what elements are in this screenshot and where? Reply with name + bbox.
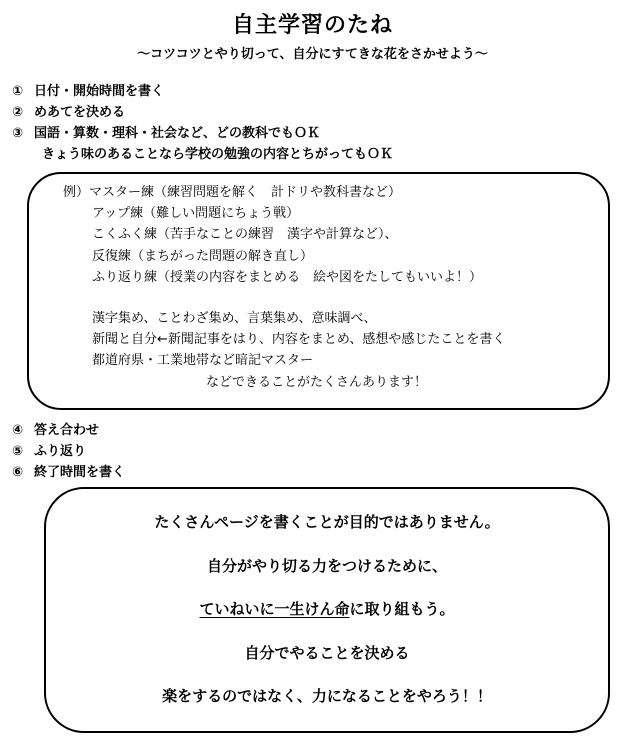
step-number: ⑤ [12, 444, 24, 459]
step-text: ふり返り [34, 444, 87, 459]
example-line: 例）マスター練（練習問題を解く 計ドリや教科書など） [63, 185, 402, 200]
page-title: 自主学習のたね [231, 13, 393, 38]
step-number: ① [12, 84, 24, 99]
steps-list-top [12, 81, 393, 165]
message-line: 自分がやり切る力をつけるために、 [206, 556, 447, 575]
underlined-text: ていねいに一生けん命 [199, 600, 350, 618]
step-text: 国語・算数・理科・社会など、どの教科でもＯＫ [34, 126, 321, 141]
step-4 [12, 420, 125, 441]
example-closing: などできることがたくさんあります！ [206, 374, 428, 390]
step-number: ④ [12, 423, 24, 438]
page-subtitle: ～コツコツとやり切って、自分にすてきな花をさかせよう～ [137, 47, 488, 62]
step-text: 日付・開始時間を書く [34, 84, 165, 99]
step-text: めあてを決める [34, 105, 126, 120]
message-line: 自分でやることを決める [244, 643, 410, 662]
step-2 [12, 102, 393, 123]
step-3-continuation: きょう味のあることなら学校の勉強の内容とちがってもＯＫ [42, 147, 394, 162]
message-line [44, 599, 610, 620]
example-line: 新聞と自分←新聞記事をはり、内容をまとめ、感想や感じたことを書く [92, 332, 506, 348]
example-line: ふり返り練（授業の内容をまとめる 絵や図をたしてもいいよ！） [92, 269, 483, 285]
step-text: 答え合わせ [34, 423, 100, 438]
message-line: 楽をするのではなく、力になることをやろう！！ [162, 687, 492, 705]
example-line: アップ練（難しい問題にちょう戦） [92, 206, 300, 222]
step-1 [12, 81, 393, 102]
step-3 [12, 123, 393, 144]
examples-content [63, 182, 505, 393]
spacer [63, 288, 505, 308]
message-line: たくさんページを書くことが目的ではありません。 [154, 513, 500, 531]
step-number: ② [12, 105, 24, 120]
step-number: ⑥ [12, 465, 24, 480]
example-line: 漢字集め、ことわざ集め、言葉集め、意味調べ、 [92, 310, 377, 326]
example-line: こくふく練（苦手なことの練習 漢字や計算など）、 [92, 227, 398, 243]
step-5 [12, 441, 125, 462]
message-text: に取り組もう。 [349, 600, 455, 618]
step-number: ③ [12, 126, 24, 141]
steps-list-bottom [12, 420, 125, 483]
example-line: 反復練（まちがった問題の解き直し） [92, 248, 314, 264]
step-text: 終了時間を書く [34, 465, 126, 480]
message-content [44, 512, 610, 730]
example-line: 都道府県・工業地帯など暗記マスター [92, 353, 314, 369]
step-6 [12, 462, 125, 483]
